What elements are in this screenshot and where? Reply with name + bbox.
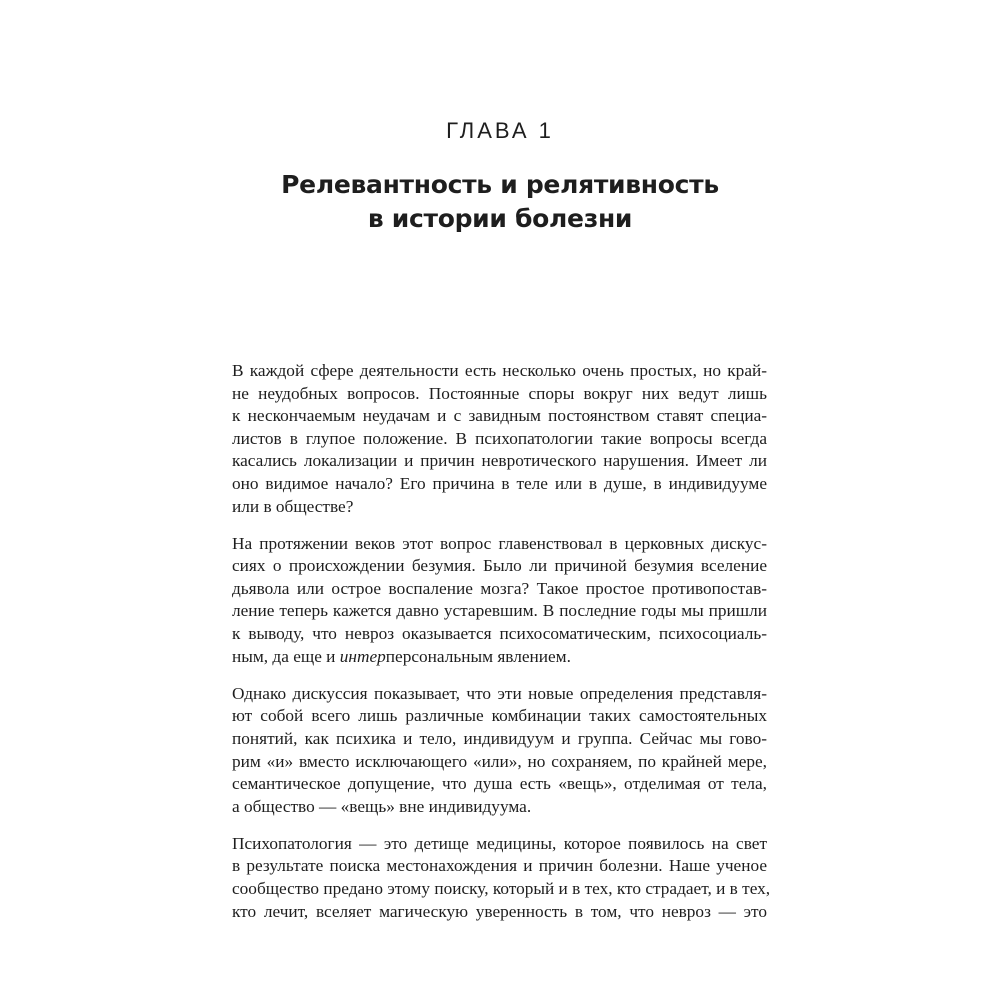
text-line: рим «и» вместо исключающего «или», но сохраняем, по крайней мере, bbox=[232, 751, 767, 771]
text-line: сиях о происхождении безумия. Было ли причиной безумия вселение bbox=[232, 556, 767, 576]
text-fragment: ным, да еще и bbox=[232, 646, 340, 666]
paragraph-2 bbox=[232, 533, 767, 669]
text-fragment: персональным явлением. bbox=[385, 646, 571, 666]
chapter-title bbox=[0, 168, 1000, 236]
text-line: ление теперь кажется давно устаревшим. В последние годы мы пришли bbox=[232, 601, 767, 621]
text-line: оно видимое начало? Его причина в теле или в душе, в индивидууме bbox=[232, 473, 767, 493]
text-line: в результате поиска местонахождения и причин болезни. Наше ученое bbox=[232, 856, 767, 876]
text-line bbox=[232, 646, 767, 669]
paragraph-1 bbox=[232, 360, 767, 518]
italic-prefix: интер bbox=[339, 646, 386, 666]
text-line: к выводу, что невроз оказывается психосоматическим, психосоциаль- bbox=[232, 624, 767, 644]
text-line: понятий, как психика и тело, индивидуум и группа. Сейчас мы гово- bbox=[232, 728, 767, 748]
body-text bbox=[232, 360, 771, 938]
text-line: листов в глупое положение. В психопатологии такие вопросы всегда bbox=[232, 428, 767, 448]
paragraph-3 bbox=[232, 683, 767, 819]
text-line: В каждой сфере деятельности есть несколько очень простых, но край- bbox=[232, 361, 767, 380]
text-line: или в обществе? bbox=[232, 496, 354, 516]
text-line: семантическое допущение, что душа есть «вещь», отделимая от тела, bbox=[232, 774, 767, 794]
text-line: кто лечит, вселяет магическую уверенность в том, что невроз — это bbox=[232, 901, 767, 921]
text-line: Психопатология — это детище медицины, которое появилось на свет bbox=[232, 833, 767, 853]
chapter-title-line: в истории болезни bbox=[367, 204, 633, 233]
text-line: а общество — «вещь» вне индивидуума. bbox=[232, 796, 532, 816]
text-line: На протяжении веков этот вопрос главенствовал в церковных дискус- bbox=[232, 533, 767, 553]
text-line: не неудобных вопросов. Постоянные споры вокруг них ведут лишь bbox=[232, 383, 767, 403]
paragraph-4 bbox=[232, 833, 771, 923]
text-line: сообщество предано этому поиску, который и в тех, кто страдает, и в тех, bbox=[232, 878, 771, 898]
text-line: дьявола или острое воспаление мозга? Такое простое противопостав- bbox=[232, 578, 767, 598]
chapter-label: ГЛАВА 1 bbox=[446, 118, 554, 143]
text-line: Однако дискуссия показывает, что эти новые определения представля- bbox=[232, 683, 767, 703]
text-line: касались локализации и причин невротического нарушения. Имеет ли bbox=[232, 451, 767, 471]
text-line: к нескончаемым неудачам и с завидным постоянством ставят специа- bbox=[232, 406, 767, 426]
chapter-title-line: Релевантность и релятивность bbox=[281, 170, 719, 199]
text-line: ют собой всего лишь различные комбинации таких самостоятельных bbox=[232, 706, 767, 726]
